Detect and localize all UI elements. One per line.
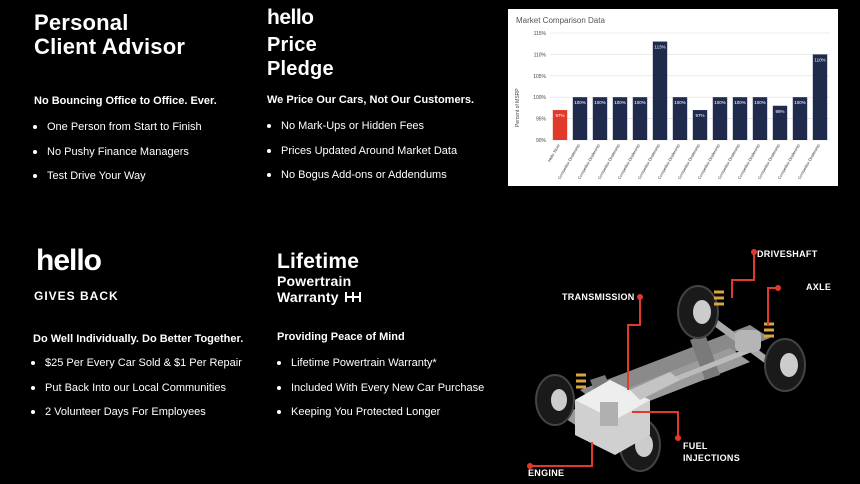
y-tick-label: 90% [535,138,546,144]
x-tick-label: Competitor Dealership [736,143,761,180]
list-item: Put Back Into our Local Communities [31,381,242,395]
x-tick-label: Competitor Dealership [656,143,681,180]
x-tick-label: Competitor Dealership [696,143,721,180]
wheel-icon [678,286,718,338]
bullet-icon [277,386,281,390]
list-item: Included With Every New Car Purchase [277,381,484,395]
callout-transmission: TRANSMISSION [562,292,635,302]
bar-data-label: 100% [734,100,746,106]
y-tick-label: 115% [533,31,546,37]
warranty-title [277,250,363,305]
advisor-title [34,11,185,59]
warranty-bullets [277,356,484,430]
warranty-title-line3: Warranty [277,289,339,305]
gives-bullets [31,356,242,430]
y-tick-label: 105% [533,73,546,80]
x-tick-label: Competitor Dealership [756,143,781,180]
callout-fuel-line1: FUEL [683,441,708,451]
bar-data-label: 110% [814,57,826,63]
price-bullets [267,119,457,193]
bar-data-label: 100% [594,100,606,106]
warranty-subtitle: Providing Peace of Mind [277,331,405,343]
chart-ylabel: Percent of MSRP [515,88,521,127]
x-tick-label: Competitor Dealership [576,143,601,180]
warranty-title-line3-row [277,289,363,305]
x-tick-label: Hello Store [546,143,561,163]
list-item: Lifetime Powertrain Warranty* [277,356,484,370]
chart-bar [653,42,667,140]
chassis-illustration [500,230,860,484]
x-tick-label: Competitor Dealership [616,143,641,180]
bar-data-label: 100% [674,100,686,106]
advisor-subtitle: No Bouncing Office to Office. Ever. [34,95,217,107]
x-tick-label: Competitor Dealership [776,143,801,180]
bar-data-label: 113% [654,44,666,50]
x-tick-label: Competitor Dealership [796,143,821,180]
list-item: No Pushy Finance Managers [33,145,202,159]
list-item: Keeping You Protected Longer [277,405,484,419]
price-title-line2: Pledge [267,58,334,80]
bullet-icon [33,125,37,129]
list-item: Test Drive Your Way [33,169,202,183]
bar-data-label: 100% [614,100,626,106]
warranty-title-line1: Lifetime [277,250,360,273]
callout-fuel-line2: INJECTIONS [683,453,741,463]
x-tick-label: Competitor Dealership [596,143,621,180]
price-title-line1: Price [267,34,317,56]
chart-bars [547,42,828,180]
chart-svg [508,9,838,186]
bullet-icon [267,149,271,153]
bar-data-label: 100% [794,100,806,106]
list-item: No Mark-Ups or Hidden Fees [267,119,457,133]
warranty-title-line2: Powertrain [277,273,352,289]
wheel-icon [536,375,574,425]
x-tick-label: Competitor Dealership [556,143,581,180]
gearbox-icon [343,290,363,304]
y-tick-label: 110% [533,52,546,59]
callout-engine: ENGINE [528,468,565,478]
market-comparison-chart [508,9,838,186]
price-subtitle: We Price Our Cars, Not Our Customers. [267,94,475,106]
bar-data-label: 97% [695,113,705,119]
bullet-icon [277,361,281,365]
bullet-icon [267,173,271,177]
bar-data-label: 100% [714,100,726,106]
chart-title: Market Comparison Data [516,16,605,25]
x-tick-label: Competitor Dealership [676,143,701,180]
bullet-icon [33,174,37,178]
callout-fuel-injections [683,440,740,464]
price-title [267,33,334,81]
bullet-icon [31,361,35,365]
advisor-title-line2: Client Advisor [34,34,186,59]
bullet-icon [33,150,37,154]
list-item: No Bogus Add-ons or Addendums [267,168,457,182]
advisor-title-line1: Personal [34,10,129,35]
list-item: 2 Volunteer Days For Employees [31,405,242,419]
x-tick-label: Competitor Dealership [716,143,741,180]
gives-subtitle: Do Well Individually. Do Better Together. [33,333,244,345]
bullet-icon [277,410,281,414]
bullet-icon [267,124,271,128]
gives-tagline: GIVES BACK [34,289,119,303]
callout-axle: AXLE [806,282,832,292]
chart-bar [813,54,827,140]
bar-data-label: 100% [574,100,586,106]
price-logo: hello [267,6,314,29]
y-tick-label: 95% [535,116,546,123]
list-item: One Person from Start to Finish [33,120,202,134]
advisor-bullets [33,120,202,194]
callout-driveshaft: DRIVESHAFT [757,249,818,259]
bullet-icon [31,410,35,414]
list-item: $25 Per Every Car Sold & $1 Per Repair [31,356,242,370]
x-tick-label: Competitor Dealership [636,143,661,180]
bar-data-label: 100% [634,100,646,106]
bar-data-label: 97% [555,113,565,119]
bullet-icon [31,386,35,390]
y-tick-label: 100% [533,95,546,102]
gives-logo: hello [36,244,102,277]
bar-data-label: 98% [775,108,785,114]
wheel-icon [765,339,805,391]
list-item: Prices Updated Around Market Data [267,144,457,158]
bar-data-label: 100% [754,100,766,106]
